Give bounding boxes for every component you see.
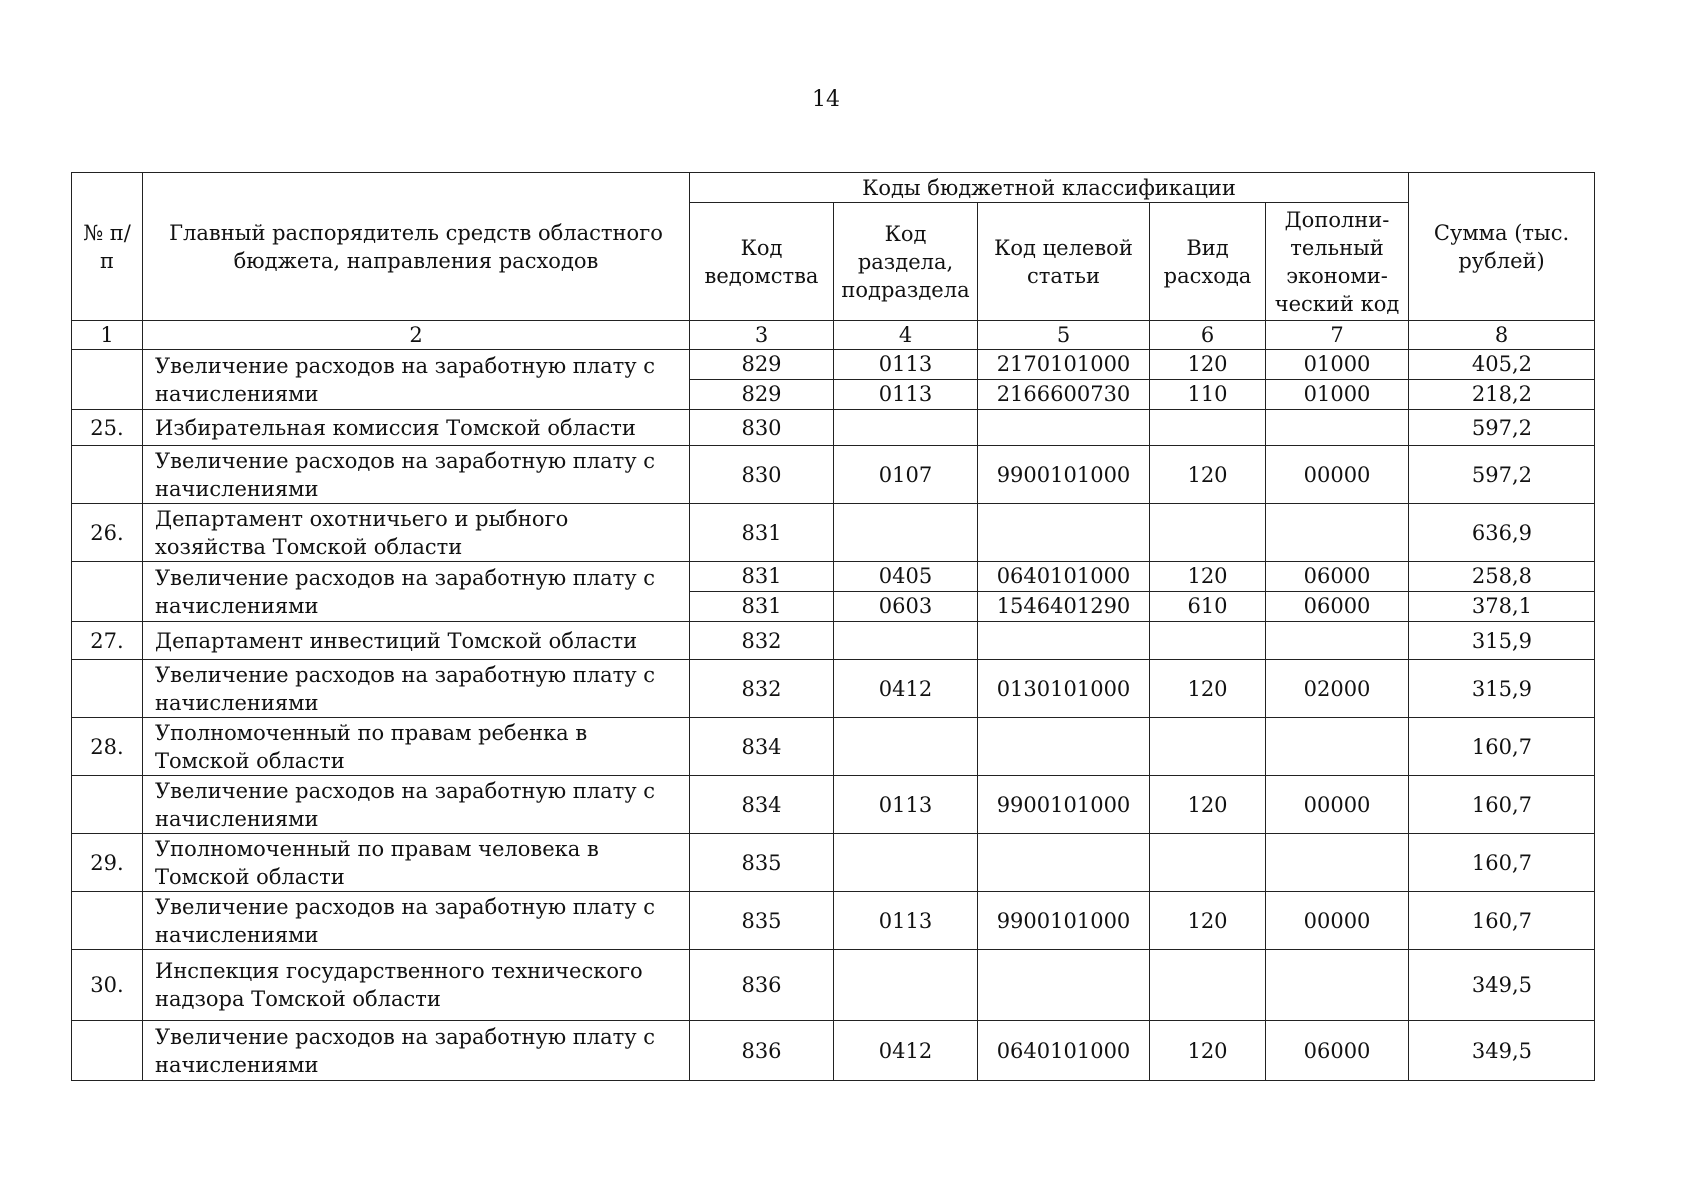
row-num: 29. xyxy=(72,834,143,892)
row-name: Департамент инвестиций Томской области xyxy=(143,622,690,660)
header-sum: Сумма (тыс. рублей) xyxy=(1409,173,1595,321)
budget-table xyxy=(71,172,1595,1081)
cell-target: 9900101000 xyxy=(978,892,1150,950)
table-row xyxy=(72,504,1595,562)
header-codes-group: Коды бюджетной классификации xyxy=(690,173,1409,203)
column-number: 4 xyxy=(834,321,978,350)
cell-sum: 349,5 xyxy=(1409,1021,1595,1081)
cell-section xyxy=(834,718,978,776)
column-number: 1 xyxy=(72,321,143,350)
cell-section: 0113 xyxy=(834,776,978,834)
header-expense-type: Вид расхода xyxy=(1150,203,1266,321)
cell-section xyxy=(834,622,978,660)
cell-section: 0107 xyxy=(834,446,978,504)
row-num xyxy=(72,776,143,834)
cell-extra: 00000 xyxy=(1266,776,1409,834)
column-number: 3 xyxy=(690,321,834,350)
row-name: Инспекция государственного технического надзора Томской области xyxy=(143,950,690,1021)
header-section-code: Код раздела, подраздела xyxy=(834,203,978,321)
cell-dept: 836 xyxy=(690,1021,834,1081)
cell-extra: 01000 xyxy=(1266,350,1409,380)
cell-dept: 836 xyxy=(690,950,834,1021)
cell-dept: 832 xyxy=(690,622,834,660)
cell-type: 610 xyxy=(1150,592,1266,622)
cell-type: 120 xyxy=(1150,660,1266,718)
cell-extra: 00000 xyxy=(1266,446,1409,504)
cell-type: 120 xyxy=(1150,776,1266,834)
cell-dept: 830 xyxy=(690,410,834,446)
cell-section: 0405 xyxy=(834,562,978,592)
cell-section: 0113 xyxy=(834,380,978,410)
table-row xyxy=(72,776,1595,834)
cell-target: 1546401290 xyxy=(978,592,1150,622)
cell-type xyxy=(1150,718,1266,776)
header-main: Главный распорядитель средств областного бюджета, направления расходов xyxy=(143,173,690,321)
table-row xyxy=(72,660,1595,718)
table-row xyxy=(72,410,1595,446)
row-name: Увеличение расходов на заработную плату с начислениями xyxy=(143,660,690,718)
cell-type: 120 xyxy=(1150,892,1266,950)
column-number: 7 xyxy=(1266,321,1409,350)
cell-section: 0113 xyxy=(834,350,978,380)
cell-section: 0412 xyxy=(834,660,978,718)
row-num: 28. xyxy=(72,718,143,776)
cell-section xyxy=(834,834,978,892)
cell-extra xyxy=(1266,622,1409,660)
cell-target xyxy=(978,834,1150,892)
row-num xyxy=(72,892,143,950)
column-number: 8 xyxy=(1409,321,1595,350)
cell-extra xyxy=(1266,950,1409,1021)
row-name: Увеличение расходов на заработную плату с начислениями xyxy=(143,776,690,834)
cell-sum: 597,2 xyxy=(1409,410,1595,446)
cell-dept: 829 xyxy=(690,350,834,380)
cell-dept: 831 xyxy=(690,504,834,562)
cell-target xyxy=(978,410,1150,446)
header-extra-code: Дополни-тельный экономи-ческий код xyxy=(1266,203,1409,321)
cell-extra: 01000 xyxy=(1266,380,1409,410)
cell-target: 0640101000 xyxy=(978,1021,1150,1081)
cell-type xyxy=(1150,834,1266,892)
cell-dept: 834 xyxy=(690,718,834,776)
table-row xyxy=(72,350,1595,380)
cell-extra: 06000 xyxy=(1266,1021,1409,1081)
cell-sum: 160,7 xyxy=(1409,776,1595,834)
cell-extra xyxy=(1266,410,1409,446)
row-name: Департамент охотничьего и рыбного хозяйства Томской области xyxy=(143,504,690,562)
row-num xyxy=(72,1021,143,1081)
page-number: 14 xyxy=(812,87,840,112)
row-name: Избирательная комиссия Томской области xyxy=(143,410,690,446)
row-num xyxy=(72,660,143,718)
cell-target xyxy=(978,950,1150,1021)
row-name: Увеличение расходов на заработную плату с начислениями xyxy=(143,1021,690,1081)
cell-type: 120 xyxy=(1150,1021,1266,1081)
cell-sum: 405,2 xyxy=(1409,350,1595,380)
cell-type: 120 xyxy=(1150,446,1266,504)
row-name: Увеличение расходов на заработную плату с начислениями xyxy=(143,350,690,410)
cell-sum: 597,2 xyxy=(1409,446,1595,504)
cell-sum: 258,8 xyxy=(1409,562,1595,592)
cell-target: 0130101000 xyxy=(978,660,1150,718)
cell-extra xyxy=(1266,718,1409,776)
cell-sum: 636,9 xyxy=(1409,504,1595,562)
row-num: 25. xyxy=(72,410,143,446)
cell-type xyxy=(1150,504,1266,562)
cell-dept: 835 xyxy=(690,834,834,892)
cell-sum: 315,9 xyxy=(1409,660,1595,718)
cell-sum: 349,5 xyxy=(1409,950,1595,1021)
cell-section: 0603 xyxy=(834,592,978,622)
cell-target xyxy=(978,622,1150,660)
cell-section xyxy=(834,950,978,1021)
table-row xyxy=(72,446,1595,504)
cell-sum: 160,7 xyxy=(1409,892,1595,950)
table-body xyxy=(72,350,1595,1081)
cell-type xyxy=(1150,410,1266,446)
row-num xyxy=(72,350,143,410)
row-name: Увеличение расходов на заработную плату с начислениями xyxy=(143,892,690,950)
cell-extra xyxy=(1266,504,1409,562)
cell-type xyxy=(1150,622,1266,660)
column-number: 5 xyxy=(978,321,1150,350)
row-name: Уполномоченный по правам человека в Томской области xyxy=(143,834,690,892)
table-row xyxy=(72,1021,1595,1081)
cell-dept: 835 xyxy=(690,892,834,950)
cell-type: 120 xyxy=(1150,562,1266,592)
header-num: № п/п xyxy=(72,173,143,321)
cell-section: 0412 xyxy=(834,1021,978,1081)
cell-dept: 831 xyxy=(690,592,834,622)
table-header xyxy=(72,173,1595,350)
cell-type: 120 xyxy=(1150,350,1266,380)
cell-extra: 06000 xyxy=(1266,562,1409,592)
cell-type: 110 xyxy=(1150,380,1266,410)
cell-sum: 160,7 xyxy=(1409,834,1595,892)
table-row xyxy=(72,892,1595,950)
cell-target: 2166600730 xyxy=(978,380,1150,410)
column-number: 2 xyxy=(143,321,690,350)
cell-target: 9900101000 xyxy=(978,446,1150,504)
row-name: Увеличение расходов на заработную плату с начислениями xyxy=(143,562,690,622)
cell-extra: 02000 xyxy=(1266,660,1409,718)
cell-target: 2170101000 xyxy=(978,350,1150,380)
cell-sum: 160,7 xyxy=(1409,718,1595,776)
cell-dept: 830 xyxy=(690,446,834,504)
table-row xyxy=(72,622,1595,660)
row-num xyxy=(72,562,143,622)
cell-sum: 218,2 xyxy=(1409,380,1595,410)
cell-section xyxy=(834,410,978,446)
cell-sum: 378,1 xyxy=(1409,592,1595,622)
cell-sum: 315,9 xyxy=(1409,622,1595,660)
table-row xyxy=(72,834,1595,892)
table-row xyxy=(72,718,1595,776)
cell-dept: 832 xyxy=(690,660,834,718)
table-row xyxy=(72,950,1595,1021)
cell-dept: 831 xyxy=(690,562,834,592)
row-name: Уполномоченный по правам ребенка в Томской области xyxy=(143,718,690,776)
cell-dept: 834 xyxy=(690,776,834,834)
header-dept-code: Код ведомства xyxy=(690,203,834,321)
cell-dept: 829 xyxy=(690,380,834,410)
row-num: 30. xyxy=(72,950,143,1021)
cell-extra xyxy=(1266,834,1409,892)
row-num: 26. xyxy=(72,504,143,562)
column-number: 6 xyxy=(1150,321,1266,350)
cell-extra: 00000 xyxy=(1266,892,1409,950)
row-name: Увеличение расходов на заработную плату с начислениями xyxy=(143,446,690,504)
cell-target xyxy=(978,718,1150,776)
cell-target xyxy=(978,504,1150,562)
header-target-code: Код целевой статьи xyxy=(978,203,1150,321)
cell-section: 0113 xyxy=(834,892,978,950)
cell-section xyxy=(834,504,978,562)
cell-target: 9900101000 xyxy=(978,776,1150,834)
cell-target: 0640101000 xyxy=(978,562,1150,592)
row-num: 27. xyxy=(72,622,143,660)
cell-type xyxy=(1150,950,1266,1021)
cell-extra: 06000 xyxy=(1266,592,1409,622)
table-row xyxy=(72,562,1595,592)
row-num xyxy=(72,446,143,504)
column-number-row xyxy=(72,321,1595,350)
